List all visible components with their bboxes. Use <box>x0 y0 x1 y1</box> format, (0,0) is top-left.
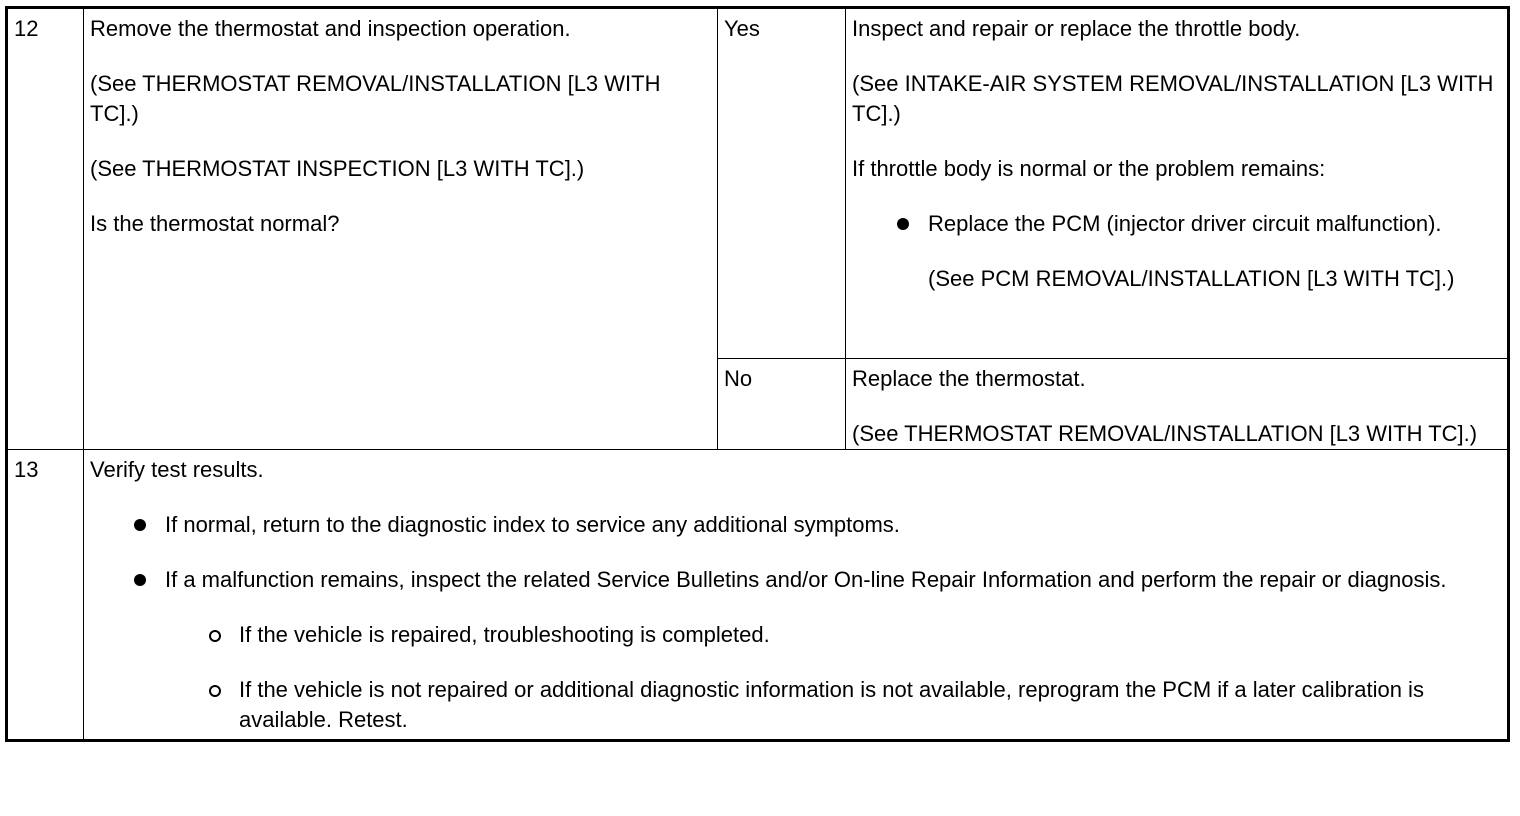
list-item <box>90 565 1501 735</box>
step-number-cell <box>7 450 84 741</box>
yes-bullet-list <box>852 209 1501 239</box>
no-result-reference: (See THERMOSTAT REMOVAL/INSTALLATION [L3 WITH TC].) <box>852 421 1478 446</box>
step-number: 12 <box>14 16 39 41</box>
hollow-bullet-icon <box>209 685 221 697</box>
yes-result-text: Inspect and repair or replace the throttle body. <box>852 16 1301 41</box>
bullet-icon <box>134 574 146 586</box>
action-reference: (See THERMOSTAT INSPECTION [L3 WITH TC].) <box>90 156 585 181</box>
step-13-row <box>7 450 1509 741</box>
no-label-cell <box>718 359 846 450</box>
action-text: Remove the thermostat and inspection operation. <box>90 16 571 41</box>
sub-bullet-list <box>165 620 1501 735</box>
yes-label: Yes <box>724 16 760 41</box>
bullet-reference: (See PCM REMOVAL/INSTALLATION [L3 WITH TC].) <box>928 266 1455 291</box>
bullet-text: Replace the PCM (injector driver circuit malfunction). <box>928 211 1442 236</box>
yes-result-cell <box>846 8 1509 359</box>
action-reference: (See THERMOSTAT REMOVAL/INSTALLATION [L3 WITH TC].) <box>90 71 661 126</box>
result-bullet-list <box>90 510 1501 735</box>
list-item <box>165 675 1501 735</box>
no-result-cell <box>846 359 1509 450</box>
no-result-text: Replace the thermostat. <box>852 366 1086 391</box>
list-item <box>852 209 1501 239</box>
bullet-icon <box>897 218 909 230</box>
step-action-cell <box>84 450 1509 741</box>
yes-label-cell <box>718 8 846 359</box>
bullet-text: If a malfunction remains, inspect the related Service Bulletins and/or On-line Repair Information and perform the repair or diagnosis. <box>165 567 1447 592</box>
sub-bullet-text: If the vehicle is repaired, troubleshooting is completed. <box>239 622 770 647</box>
yes-result-reference: (See INTAKE-AIR SYSTEM REMOVAL/INSTALLATION [L3 WITH TC].) <box>852 71 1494 126</box>
yes-result-text: If throttle body is normal or the problem remains: <box>852 156 1326 181</box>
sub-bullet-text: If the vehicle is not repaired or additional diagnostic information is not available, reprogram the PCM if a later calibration is available. Retest. <box>239 677 1424 732</box>
action-question: Is the thermostat normal? <box>90 211 340 236</box>
no-label: No <box>724 366 753 391</box>
bullet-icon <box>134 519 146 531</box>
step-number-cell <box>7 8 84 450</box>
step-action-cell <box>84 8 718 450</box>
list-item <box>90 510 1501 540</box>
step-12-row-yes <box>7 8 1509 359</box>
hollow-bullet-icon <box>209 630 221 642</box>
list-item <box>165 620 1501 650</box>
bullet-text: If normal, return to the diagnostic index to service any additional symptoms. <box>165 512 900 537</box>
step-number: 13 <box>14 457 39 482</box>
diagnostic-procedure-table <box>5 6 1510 742</box>
action-text: Verify test results. <box>90 457 264 482</box>
